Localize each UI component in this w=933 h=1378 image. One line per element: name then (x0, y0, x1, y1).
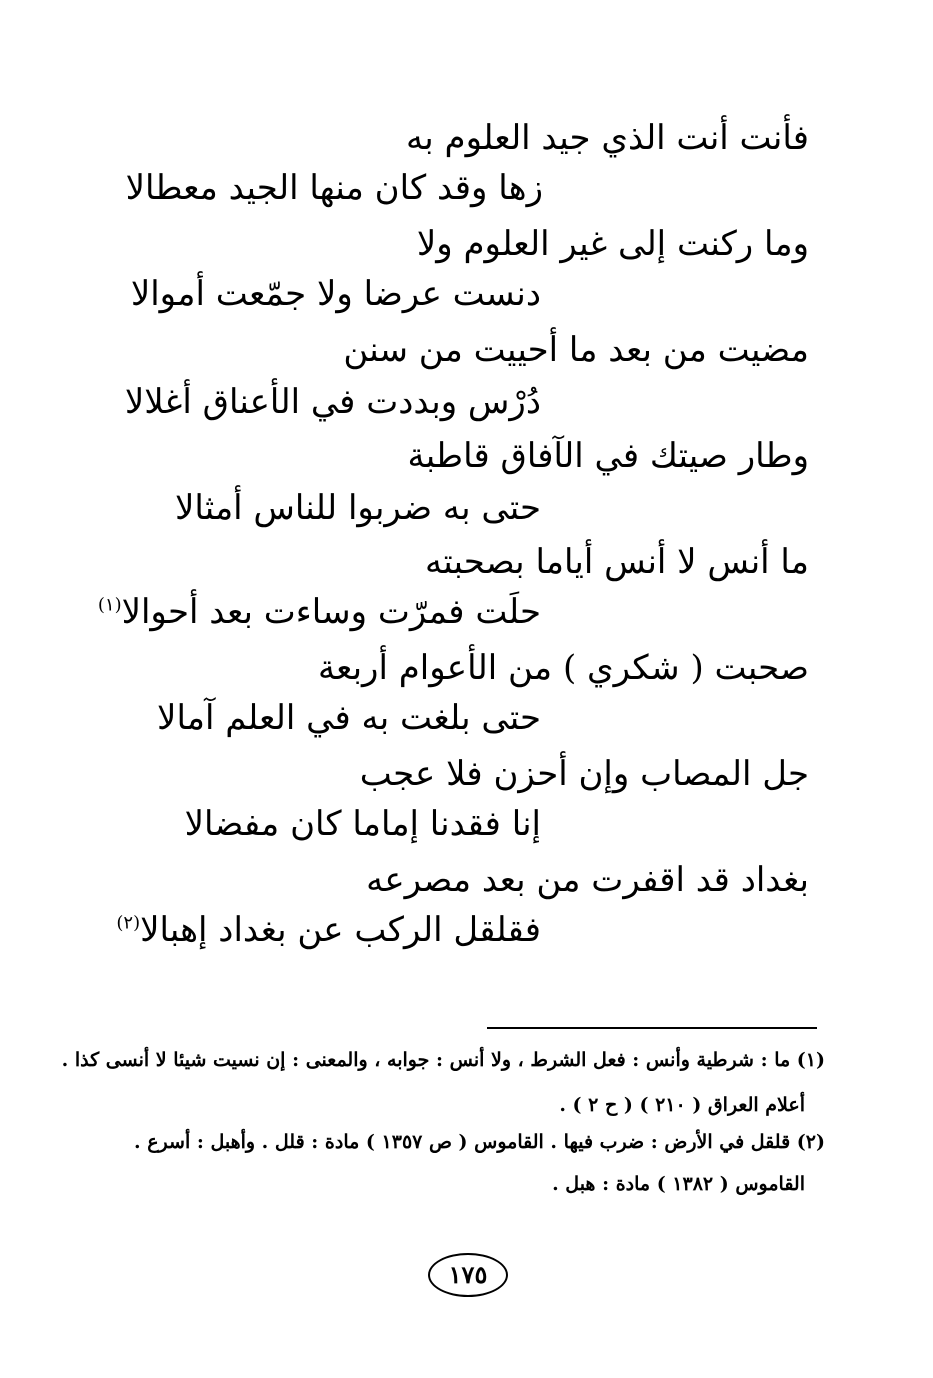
verse-4-first-hemistich: وطار صيتك في الآفاق قاطبة (407, 436, 809, 476)
footnote-2-line-2: القاموس ( ١٣٨٢ ) مادة : هبل . (552, 1173, 805, 1195)
verse-8-first-hemistich: بغداد قد اقفرت من بعد مصرعه (366, 860, 809, 900)
verse-5-second-text: حلَت فمرّت وساءت بعد أحوالا (121, 592, 541, 632)
verse-5-second-hemistich (98, 590, 541, 634)
verse-7-first-hemistich: جل المصاب وإن أحزن فلا عجب (359, 754, 809, 794)
verse-7-second-hemistich: إنا فقدنا إماما كان مفضالا (184, 804, 541, 844)
footnote-1-line-1: (١) ما : شرطية وأنس : فعل الشرط ، ولا أنس : جوابه ، والمعنى : إن نسيت شيئا لا أنسى كذا . (61, 1049, 825, 1071)
footnote-marker-2: (٢) (116, 912, 141, 934)
verse-1-first-hemistich: فأنت أنت الذي جيد العلوم به (406, 118, 809, 158)
footnote-separator (487, 1027, 817, 1029)
page-number: ١٧٥ (428, 1253, 508, 1297)
verse-4-second-hemistich: حتى به ضربوا للناس أمثالا (174, 488, 541, 528)
verse-5-first-hemistich: ما أنس لا أنس أياما بصحبته (425, 542, 809, 582)
verse-8-second-text: فقلقل الركب عن بغداد إهبالا (140, 910, 541, 950)
verse-8-second-hemistich (116, 908, 541, 952)
verse-6-first-hemistich: صحبت ( شكري ) من الأعوام أربعة (317, 648, 809, 688)
verse-6-second-hemistich: حتى بلغت به في العلم آمالا (157, 698, 541, 738)
verse-2-first-hemistich: وما ركنت إلى غير العلوم ولا (416, 224, 809, 264)
verse-1-second-hemistich: زها وقد كان منها الجيد معطالا (125, 168, 543, 208)
footnote-marker-1: (١) (97, 594, 122, 616)
verse-3-first-hemistich: مضيت من بعد ما أحييت من سنن (343, 330, 809, 370)
footnote-2-line-1: (٢) قلقل في الأرض : ضرب فيها . القاموس ( ص ١٣٥٧ ) مادة : قلل . وأهبل : أسرع . (133, 1131, 825, 1153)
verse-2-second-hemistich: دنست عرضا ولا جمّعت أموالا (130, 274, 541, 314)
verse-3-second-hemistich: دُرْس وبددت في الأعناق أغلالا (124, 382, 541, 422)
footnote-1-line-2: أعلام العراق ( ٢١٠ ) ( ح ٢ ) . (559, 1094, 805, 1116)
